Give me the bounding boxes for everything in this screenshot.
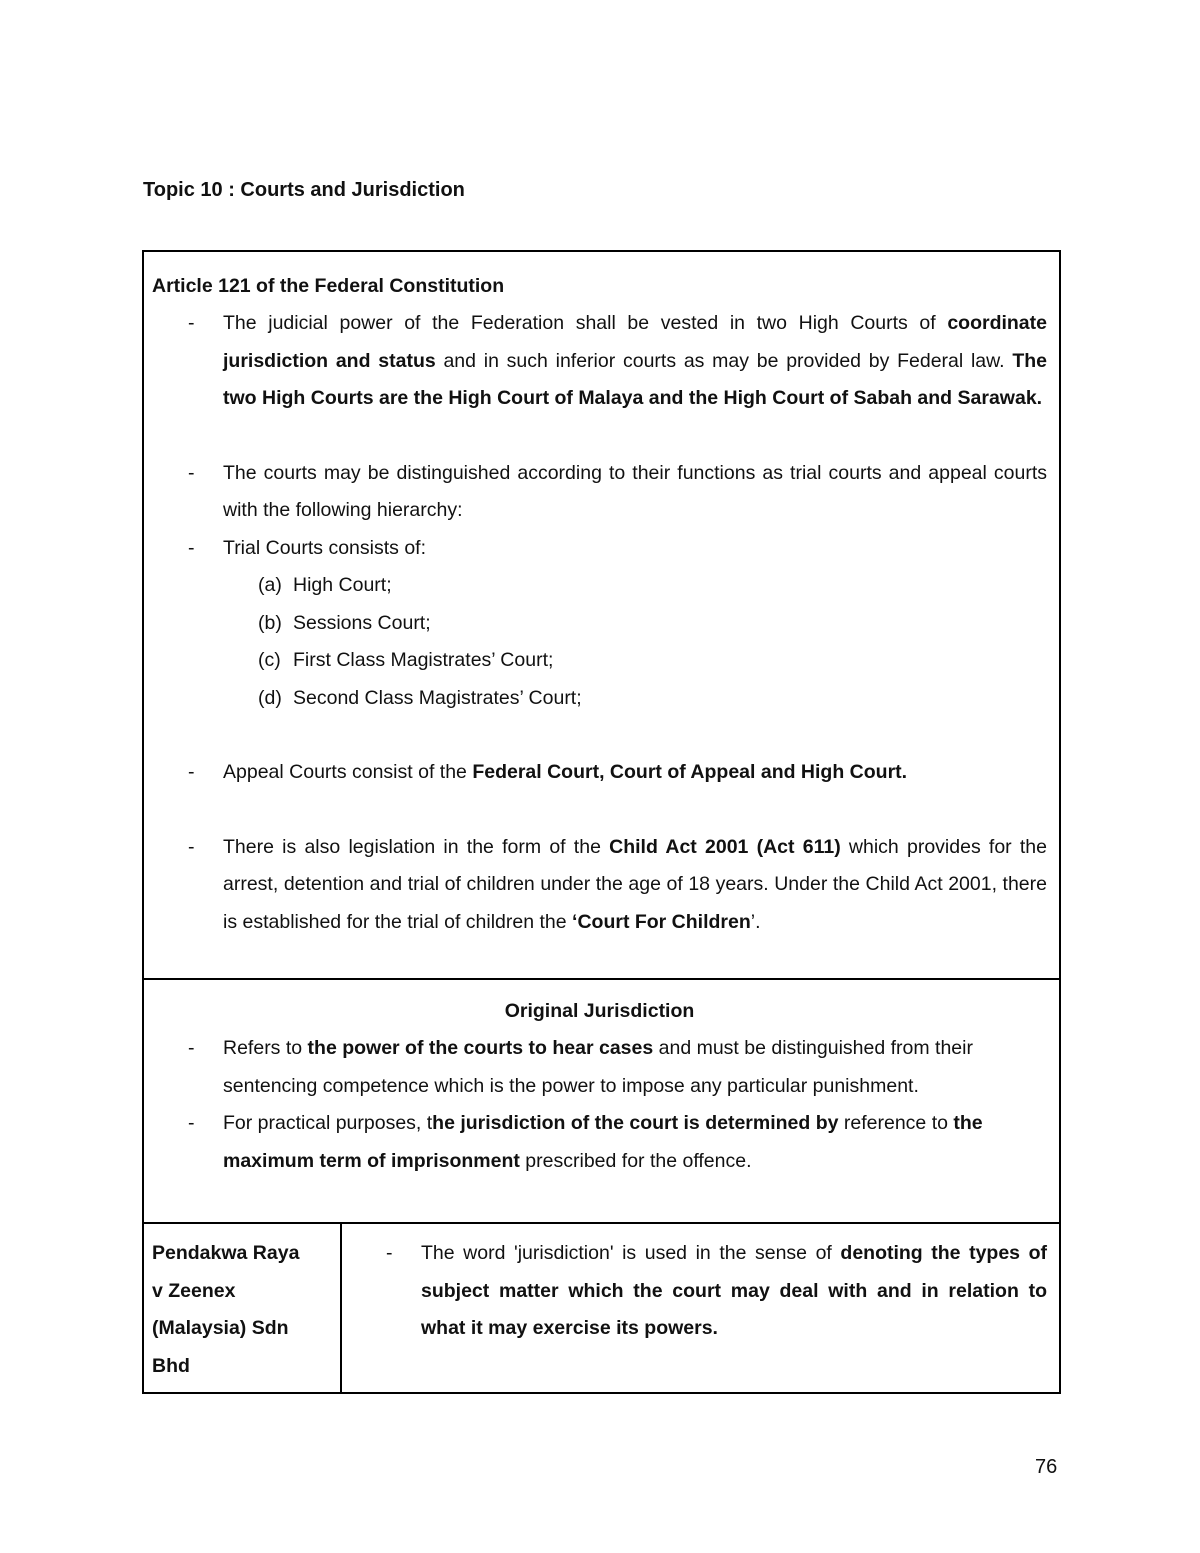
- table-row: [143, 251, 1060, 979]
- case-name-cell: [143, 1223, 341, 1393]
- page-title: Topic 10 : Courts and Jurisdiction: [143, 179, 465, 201]
- list-item: (d) Second Class Magistrates’ Court;: [258, 686, 582, 709]
- bullet-trial-courts: - Trial Courts consists of:: [152, 530, 1047, 568]
- original-jurisdiction-heading: Original Jurisdiction: [504, 1000, 695, 1022]
- page-number: 76: [1035, 1456, 1058, 1478]
- table-row: [143, 979, 1060, 1223]
- list-item: (b) Sessions Court;: [258, 611, 431, 634]
- list-item: (c) First Class Magistrates’ Court;: [258, 649, 554, 671]
- table-row: [143, 1223, 1060, 1393]
- article-heading: Article 121 of the Federal Constitution: [152, 275, 505, 297]
- list-item: (a) High Court;: [258, 574, 392, 596]
- bullet-child-act: - There is also legislation in the form of the Child Act 2001 (Act 611) which provides for the arrest, detention and trial of children under the age of 18 years. Under the Child Act 2001, there is established for the trial of children the ‘Court For Children’.: [152, 829, 1047, 942]
- case-name: Pendakwa Raya v Zeenex (Malaysia) Sdn Bhd: [152, 1242, 300, 1377]
- bullet-practical-purposes: - For practical purposes, the jurisdiction of the court is determined by reference to the maximum term of imprisonment prescribed for the offence.: [152, 1105, 1047, 1180]
- case-description-cell: [341, 1223, 1060, 1393]
- content-table: [142, 250, 1061, 1394]
- bullet-judicial-power: - The judicial power of the Federation shall be vested in two High Courts of coordinate jurisdiction and status and in such inferior courts as may be provided by Federal law. The two High Courts are the High Court of Malaya and the High Court of Sabah and Sarawak.: [152, 305, 1047, 418]
- bullet-court-functions: - The courts may be distinguished according to their functions as trial courts and appeal courts with the following hierarchy:: [152, 455, 1047, 530]
- article-121-cell: [143, 251, 1060, 979]
- bullet-power-to-hear: - Refers to the power of the courts to hear cases and must be distinguished from their sentencing competence which is the power to impose any particular punishment.: [152, 1030, 1047, 1105]
- original-jurisdiction-cell: [143, 979, 1060, 1223]
- bullet-appeal-courts: - Appeal Courts consist of the Federal Court, Court of Appeal and High Court.: [152, 754, 1047, 792]
- bullet-case-description: - The word 'jurisdiction' is used in the sense of denoting the types of subject matter which the court may deal with and in relation to what it may exercise its powers.: [382, 1235, 1047, 1348]
